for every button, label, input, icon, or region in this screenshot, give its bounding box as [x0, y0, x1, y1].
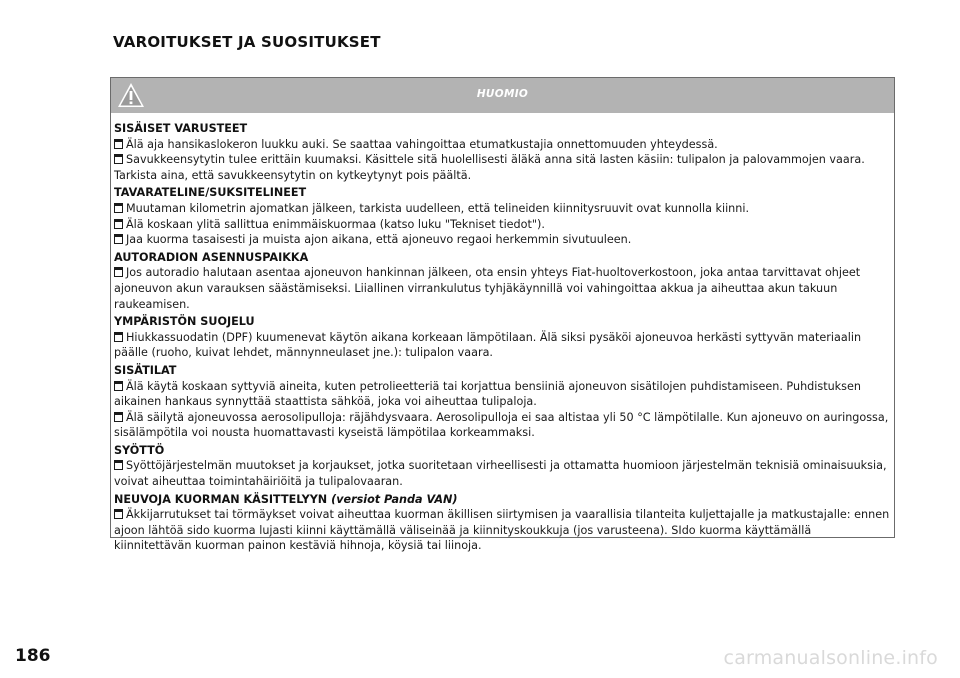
list-item-text: Hiukkassuodatin (DPF) kuumenevat käytön aikana korkeaan lämpötilaan. Älä siksi pysäköi ajoneuvoa herkästi syttyvän materiaalin päälle (ruoho, kuivat lehdet, männynneulaset jne.): tulipalon vaara.	[114, 330, 862, 360]
list-item-text: Älä aja hansikaslokeron luukku auki. Se saattaa vahingoittaa etumatkustajia onnettomuuden yhteydessä.	[126, 137, 718, 151]
list-item-text: Muutaman kilometrin ajomatkan jälkeen, tarkista uudelleen, että telineiden kiinnitysruuvit ovat kunnolla kiinni.	[126, 201, 750, 215]
list-item	[114, 458, 891, 489]
group-title	[114, 185, 891, 201]
group-title-text: AUTORADION ASENNUSPAIKKA	[114, 250, 309, 264]
list-item-text: Jaa kuorma tasaisesti ja muista ajon aikana, että ajoneuvo regaoi herkemmin sivutuuleen.	[126, 233, 632, 247]
list-item-text: Syöttöjärjestelmän muutokset ja korjaukset, jotka suoritetaan virheellisesti ja ottamatta huomioon järjestelmän teknisiä ominaisuuksia, voivat aiheuttaa toimintahäiriöitä ja tulipalovaaran.	[114, 459, 887, 489]
list-item-text: Älä säilytä ajoneuvossa aerosolipulloja: räjähdysvaara. Aerosolipulloja ei saa altistaa yli 50 °C lämpötilalle. Kun ajoneuvo on auringossa, sisälämpötila voi nousta huomattavasti kyseistä lämpötilaa korkeammaksi.	[114, 410, 889, 440]
list-item	[114, 201, 891, 217]
list-item	[114, 410, 891, 441]
list-item-text: Jos autoradio halutaan asentaa ajoneuvon hankinnan jälkeen, ota ensin yhteys Fiat-huoltoverkostoon, joka antaa tarvittavat ohjeet ajoneuvon akun varauksen säästämiseksi. Liiallinen virrankulutus tyhjäkäynnillä voi vahingoittaa akkua ja aiheuttaa akun takuun raukeamisen.	[114, 266, 861, 311]
list-item	[114, 330, 891, 361]
group-title	[114, 314, 891, 330]
group-title-text: NEUVOJA KUORMAN KÄSITTELYYN	[114, 492, 328, 506]
list-item-text: Älä koskaan ylitä sallittua enimmäiskuormaa (katso luku "Tekniset tiedot").	[126, 217, 545, 231]
group-title	[114, 443, 891, 459]
group-title	[114, 363, 891, 379]
bullet-icon	[114, 460, 123, 470]
bullet-icon	[114, 234, 123, 244]
list-item	[114, 152, 891, 183]
list-item	[114, 507, 891, 554]
list-item-text: Älä käytä koskaan syttyviä aineita, kuten petrolieetteriä tai korjattua bensiiniä ajoneuvon sisätilojen puhdistamiseen. Puhdistuksen aikainen hankaus synnyttää staattista sähköä, joka voi aiheuttaa tulipaloja.	[114, 379, 861, 409]
bullet-icon	[114, 412, 123, 422]
group-title	[114, 250, 891, 266]
bullet-icon	[114, 154, 123, 164]
bullet-icon	[114, 381, 123, 391]
bullet-icon	[114, 219, 123, 229]
list-item	[114, 137, 891, 153]
section-title: VAROITUKSET JA SUOSITUKSET	[113, 33, 381, 51]
bullet-icon	[114, 332, 123, 342]
group-title	[114, 121, 891, 137]
group-title-text: SISÄISET VARUSTEET	[114, 122, 248, 135]
group-title-text: TAVARATELINE/SUKSITELINEET	[114, 186, 307, 200]
group-title-text: SYÖTTÖ	[114, 443, 165, 457]
list-item-text: Äkkijarrutukset tai törmäykset voivat aiheuttaa kuorman äkillisen siirtymisen ja vaarallisia tilanteita kuljettajalle ja matkustajalle: ennen ajoon lähtöä sido kuorma lujasti kiinni käyttämällä väliseinää ja kiinnityskoukkuja (jos varusteena). SIdo kuorma käyttämällä kiinnitettävän kuorman painon kestäviä hihnoja, köysiä tai liinoja.	[114, 508, 890, 553]
warning-body	[111, 113, 894, 554]
warning-heading: HUOMIO	[476, 88, 529, 100]
list-item-text: Savukkeensytytin tulee erittäin kuumaksi. Käsittele sitä huolellisesti äläkä anna sitä lasten käsiin: tulipalon ja palovammojen vaara. Tarkista aina, että savukkeensytytin on kytkeytynyt pois päältä.	[114, 153, 865, 182]
list-item	[114, 232, 891, 248]
group-title-text: SISÄTILAT	[114, 363, 177, 377]
page-number: 186	[15, 646, 51, 666]
list-item	[114, 217, 891, 233]
list-item	[114, 379, 891, 410]
warning-box	[110, 77, 895, 553]
bullet-icon	[114, 203, 123, 213]
list-item	[114, 265, 891, 312]
group-title-text: YMPÄRISTÖN SUOJELU	[114, 315, 255, 329]
group-title-note: (versiot Panda VAN)	[331, 492, 458, 506]
bullet-icon	[114, 139, 123, 149]
group-title	[114, 492, 891, 508]
bullet-icon	[114, 509, 123, 519]
bullet-icon	[114, 267, 123, 277]
warning-header	[111, 78, 894, 113]
watermark: carmanualsonline.info	[723, 647, 938, 669]
